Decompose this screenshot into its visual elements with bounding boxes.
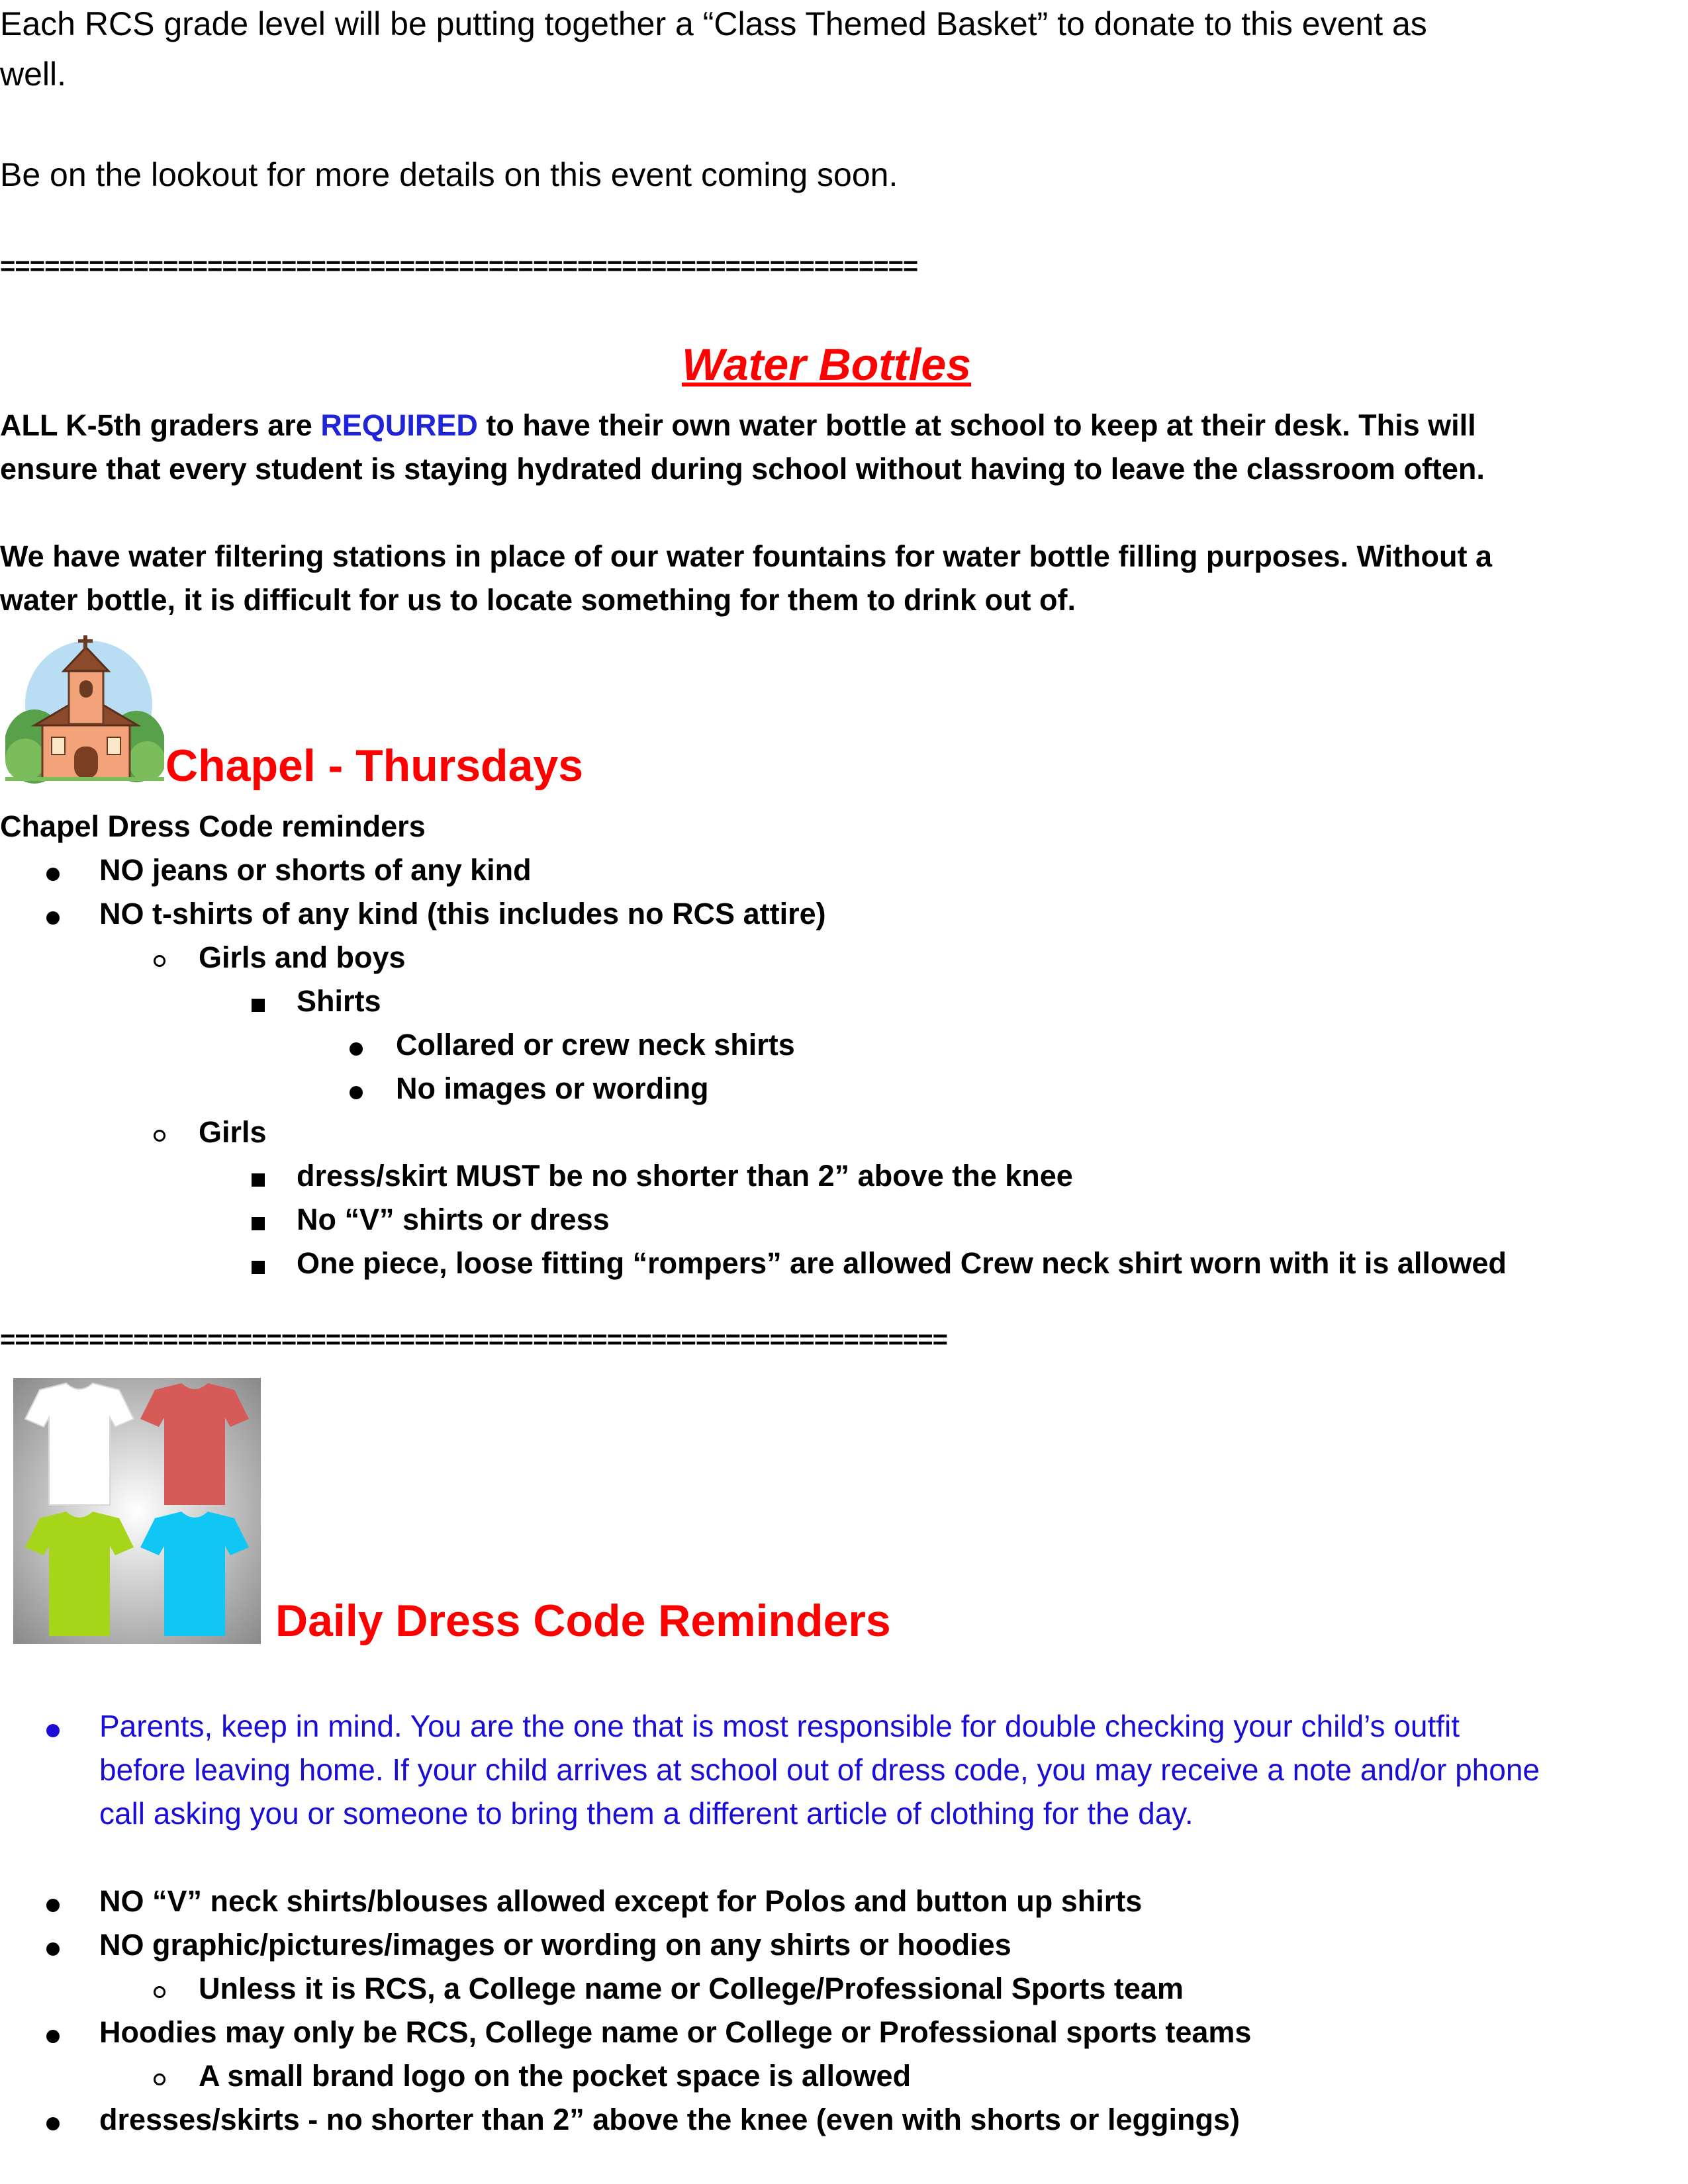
- chapel-item-7: Girls: [199, 1115, 267, 1149]
- chapel-item-3: Girls and boys: [199, 940, 406, 974]
- chapel-item-4: Shirts: [297, 984, 381, 1018]
- chapel-item-10: One piece, loose fitting “rompers” are allowed Crew neck shirt worn with it is allowed: [297, 1246, 1507, 1280]
- bullet-disc: [350, 1086, 363, 1099]
- water-text-b: to have their own water bottle at school to keep at their desk. This will: [477, 408, 1476, 442]
- bullet-square: [252, 999, 265, 1012]
- water-paragraph-1-line-2: ensure that every student is staying hydrated during school without having to leave the classroom often.: [0, 452, 1485, 486]
- bullet-circle: [154, 2073, 165, 2085]
- bullet-disc: [350, 1042, 363, 1056]
- water-paragraph-2-line-1: We have water filtering stations in place of our water fountains for water bottle filling purposes. Without a: [0, 539, 1492, 573]
- intro-line-2: well.: [0, 56, 67, 93]
- chapel-item-6: No images or wording: [396, 1071, 709, 1105]
- parent-note-line-3: call asking you or someone to bring them a different article of clothing for the day.: [99, 1796, 1194, 1831]
- chapel-item-1: NO jeans or shorts of any kind: [99, 853, 532, 887]
- separator-1: ==============================================================: [0, 251, 918, 281]
- church-icon: [5, 634, 164, 786]
- daily-item-2: NO graphic/pictures/images or wording on any shirts or hoodies: [99, 1928, 1011, 1962]
- bullet-circle: [154, 955, 165, 967]
- daily-item-5: A small brand logo on the pocket space is allowed: [199, 2059, 912, 2093]
- chapel-item-2: NO t-shirts of any kind (this includes no RCS attire): [99, 897, 826, 931]
- required-emphasis: REQUIRED: [320, 408, 478, 442]
- bullet-disc: [46, 2117, 60, 2130]
- daily-item-1: NO “V” neck shirts/blouses allowed except for Polos and button up shirts: [99, 1884, 1143, 1918]
- bullet-disc: [46, 1942, 60, 1956]
- chapel-item-9: No “V” shirts or dress: [297, 1203, 610, 1236]
- daily-item-4: Hoodies may only be RCS, College name or College or Professional sports teams: [99, 2015, 1252, 2049]
- chapel-item-8: dress/skirt MUST be no shorter than 2” above the knee: [297, 1159, 1073, 1193]
- bullet-disc: [46, 868, 60, 881]
- tshirts-icon: [13, 1378, 261, 1644]
- water-paragraph-2-line-2: water bottle, it is difficult for us to locate something for them to drink out of.: [0, 583, 1076, 617]
- bullet-disc: [46, 1899, 60, 1912]
- water-paragraph-1-line-1: [0, 404, 1476, 447]
- bullet-disc: [46, 2030, 60, 2043]
- chapel-heading: Chapel - Thursdays: [165, 741, 584, 791]
- water-text-a: ALL K-5th graders are: [0, 408, 321, 442]
- parent-note-line-1: Parents, keep in mind. You are the one that is most responsible for double checking your child’s outfit: [99, 1709, 1460, 1743]
- daily-item-6: dresses/skirts - no shorter than 2” above the knee (even with shorts or leggings): [99, 2103, 1240, 2136]
- daily-heading: Daily Dress Code Reminders: [275, 1596, 891, 1646]
- bullet-disc-blue: [46, 1724, 60, 1737]
- parent-note-line-2: before leaving home. If your child arrives at school out of dress code, you may receive a note and/or phone: [99, 1752, 1540, 1787]
- bullet-square: [252, 1217, 265, 1230]
- water-bottles-title: Water Bottles: [682, 340, 972, 390]
- intro-line-3: Be on the lookout for more details on this event coming soon.: [0, 156, 898, 193]
- chapel-item-5: Collared or crew neck shirts: [396, 1028, 795, 1062]
- chapel-subheading: Chapel Dress Code reminders: [0, 809, 426, 843]
- daily-item-3: Unless it is RCS, a College name or College/Professional Sports team: [199, 1972, 1184, 2005]
- intro-line-1: Each RCS grade level will be putting together a “Class Themed Basket” to donate to this event as: [0, 5, 1427, 42]
- bullet-circle: [154, 1986, 165, 1998]
- separator-2: ================================================================: [0, 1325, 947, 1354]
- bullet-disc: [46, 911, 60, 925]
- bullet-circle: [154, 1130, 165, 1142]
- bullet-square: [252, 1173, 265, 1187]
- bullet-square: [252, 1261, 265, 1274]
